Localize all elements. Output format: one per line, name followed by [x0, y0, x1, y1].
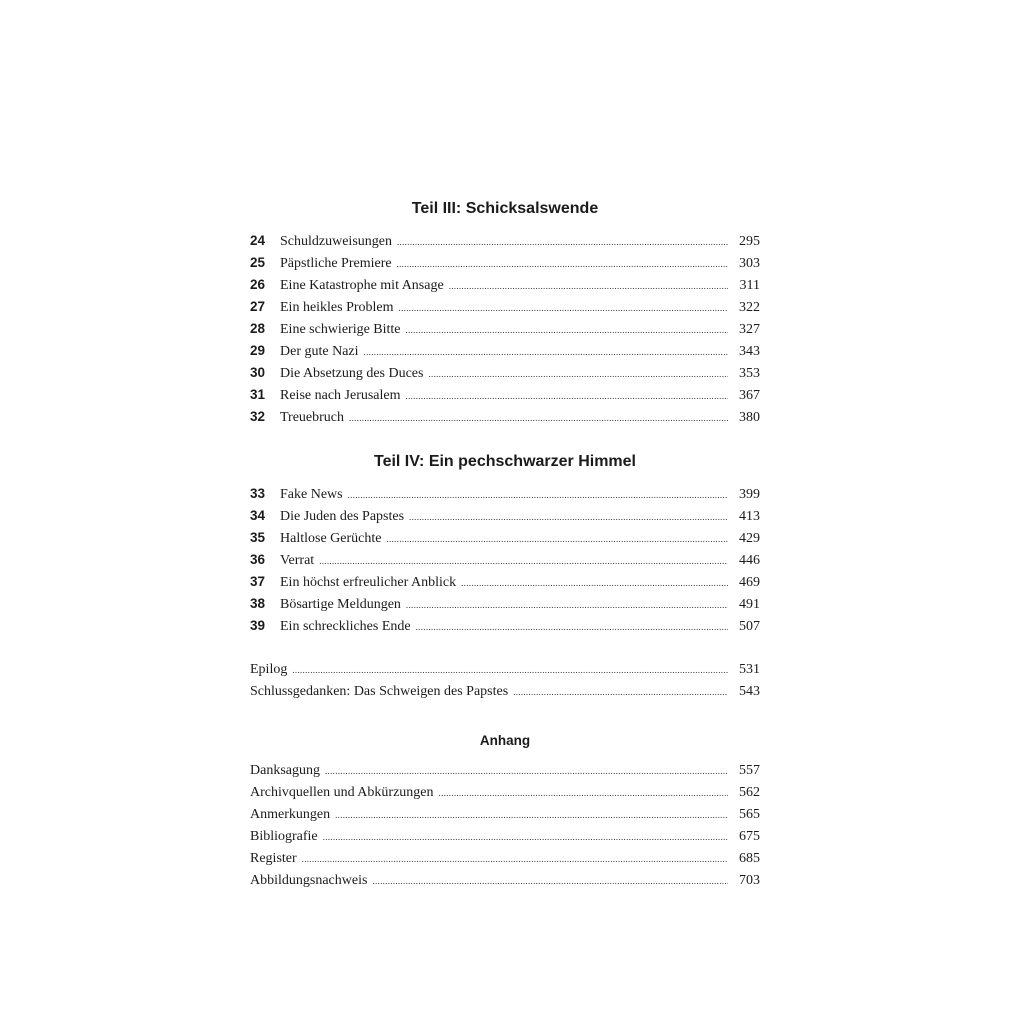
toc-entry: [250, 848, 760, 870]
part-heading: Teil IV: Ein pechschwarzer Himmel: [373, 453, 636, 470]
dot-leader: [386, 528, 728, 550]
toc-entry: [250, 362, 760, 384]
toc-entry: [250, 252, 760, 274]
dot-leader: [409, 506, 728, 528]
page-number: 469: [739, 575, 760, 590]
dot-leader: [406, 385, 728, 407]
toc-entry: [250, 804, 760, 826]
chapter-number: 31: [250, 387, 266, 402]
chapter-title: Der gute Nazi: [280, 344, 359, 359]
dot-leader: [416, 616, 728, 638]
toc-entry: [250, 659, 760, 681]
dot-leader: [449, 275, 728, 297]
chapter-title: Verrat: [280, 553, 315, 568]
dot-leader: [461, 572, 728, 594]
toc-entry: [250, 826, 760, 848]
page-number: 353: [739, 366, 760, 381]
toc-entry: [250, 681, 760, 703]
page-number: 507: [739, 619, 760, 634]
toc-entry: [250, 340, 760, 362]
page-number: 562: [739, 785, 760, 800]
page-number: 446: [739, 553, 760, 568]
chapter-number: 33: [250, 486, 266, 501]
appendix-heading: Anhang: [479, 733, 531, 748]
page-number: 565: [739, 807, 760, 822]
dot-leader: [406, 594, 728, 616]
toc-entry: [250, 571, 760, 593]
chapter-title: Abbildungsnachweis: [250, 873, 368, 888]
page-number: 557: [739, 763, 760, 778]
dot-leader: [399, 297, 728, 319]
dot-leader: [397, 231, 728, 253]
chapter-title: Reise nach Jerusalem: [280, 388, 401, 403]
dot-leader: [302, 848, 728, 870]
page-number: 327: [739, 322, 760, 337]
closing-entries: [250, 659, 760, 703]
chapter-title: Die Juden des Papstes: [280, 509, 405, 524]
page-number: 399: [739, 487, 760, 502]
chapter-number: 38: [250, 596, 266, 611]
chapter-title: Päpstliche Premiere: [280, 256, 392, 271]
dot-leader: [364, 341, 728, 363]
dot-leader: [349, 407, 728, 429]
toc-entry: [250, 483, 760, 505]
toc-entry: [250, 615, 760, 637]
page-number: 380: [739, 410, 760, 425]
dot-leader: [292, 659, 728, 681]
page-number: 367: [739, 388, 760, 403]
chapter-title: Treuebruch: [280, 410, 345, 425]
page-number: 429: [739, 531, 760, 546]
chapter-number: 26: [250, 277, 266, 292]
page-number: 491: [739, 597, 760, 612]
dot-leader: [397, 253, 728, 275]
toc-entry: [250, 549, 760, 571]
toc-entry: [250, 318, 760, 340]
page-number: 311: [739, 278, 760, 293]
toc-entry: [250, 274, 760, 296]
toc-entry: [250, 760, 760, 782]
toc-entry: [250, 230, 760, 252]
dot-leader: [335, 804, 728, 826]
part-entries: [250, 230, 760, 428]
page-number: 343: [739, 344, 760, 359]
part-entries: [250, 483, 760, 637]
page-number: 295: [739, 234, 760, 249]
chapter-number: 30: [250, 365, 266, 380]
toc-entry: [250, 406, 760, 428]
chapter-title: Haltlose Gerüchte: [280, 531, 382, 546]
chapter-title: Anmerkungen: [250, 807, 331, 822]
chapter-number: 29: [250, 343, 266, 358]
page-number: 685: [739, 851, 760, 866]
dot-leader: [325, 760, 728, 782]
dot-leader: [428, 363, 728, 385]
chapter-number: 37: [250, 574, 266, 589]
chapter-number: 28: [250, 321, 266, 336]
dot-leader: [323, 826, 728, 848]
page-number: 703: [739, 873, 760, 888]
toc-entry: [250, 527, 760, 549]
chapter-number: 34: [250, 508, 266, 523]
chapter-title: Eine schwierige Bitte: [280, 322, 401, 337]
chapter-number: 35: [250, 530, 266, 545]
chapter-title: Bibliografie: [250, 829, 318, 844]
chapter-title: Bösartige Meldungen: [280, 597, 401, 612]
page-number: 675: [739, 829, 760, 844]
dot-leader: [406, 319, 728, 341]
dot-leader: [348, 484, 728, 506]
chapter-title: Fake News: [280, 487, 343, 502]
appendix-entries: [250, 760, 760, 892]
toc-entry: [250, 296, 760, 318]
chapter-title: Register: [250, 851, 297, 866]
chapter-number: 36: [250, 552, 266, 567]
toc-entry: [250, 593, 760, 615]
chapter-title: Epilog: [250, 662, 288, 677]
toc-entry: [250, 782, 760, 804]
page-number: 303: [739, 256, 760, 271]
toc-entry: [250, 505, 760, 527]
chapter-title: Ein schreckliches Ende: [280, 619, 411, 634]
chapter-title: Die Absetzung des Duces: [280, 366, 424, 381]
page-number: 413: [739, 509, 760, 524]
dot-leader: [372, 870, 728, 892]
part-heading: Teil III: Schicksalswende: [411, 200, 599, 217]
toc-entry: [250, 870, 760, 892]
page-number: 543: [739, 684, 760, 699]
page-number: 531: [739, 662, 760, 677]
page-number: 322: [739, 300, 760, 315]
chapter-title: Eine Katastrophe mit Ansage: [280, 278, 444, 293]
dot-leader: [439, 782, 728, 804]
chapter-number: 25: [250, 255, 266, 270]
chapter-number: 32: [250, 409, 266, 424]
chapter-title: Danksagung: [250, 763, 320, 778]
chapter-title: Archivquellen und Abkürzungen: [250, 785, 434, 800]
chapter-title: Ein höchst erfreulicher Anblick: [280, 575, 457, 590]
chapter-number: 24: [250, 233, 266, 248]
chapter-number: 39: [250, 618, 266, 633]
table-of-contents: [250, 196, 760, 892]
chapter-title: Ein heikles Problem: [280, 300, 394, 315]
dot-leader: [513, 681, 728, 703]
toc-entry: [250, 384, 760, 406]
chapter-number: 27: [250, 299, 266, 314]
chapter-title: Schlussgedanken: Das Schweigen des Papstes: [250, 684, 509, 699]
chapter-title: Schuldzuweisungen: [280, 234, 392, 249]
dot-leader: [319, 550, 728, 572]
